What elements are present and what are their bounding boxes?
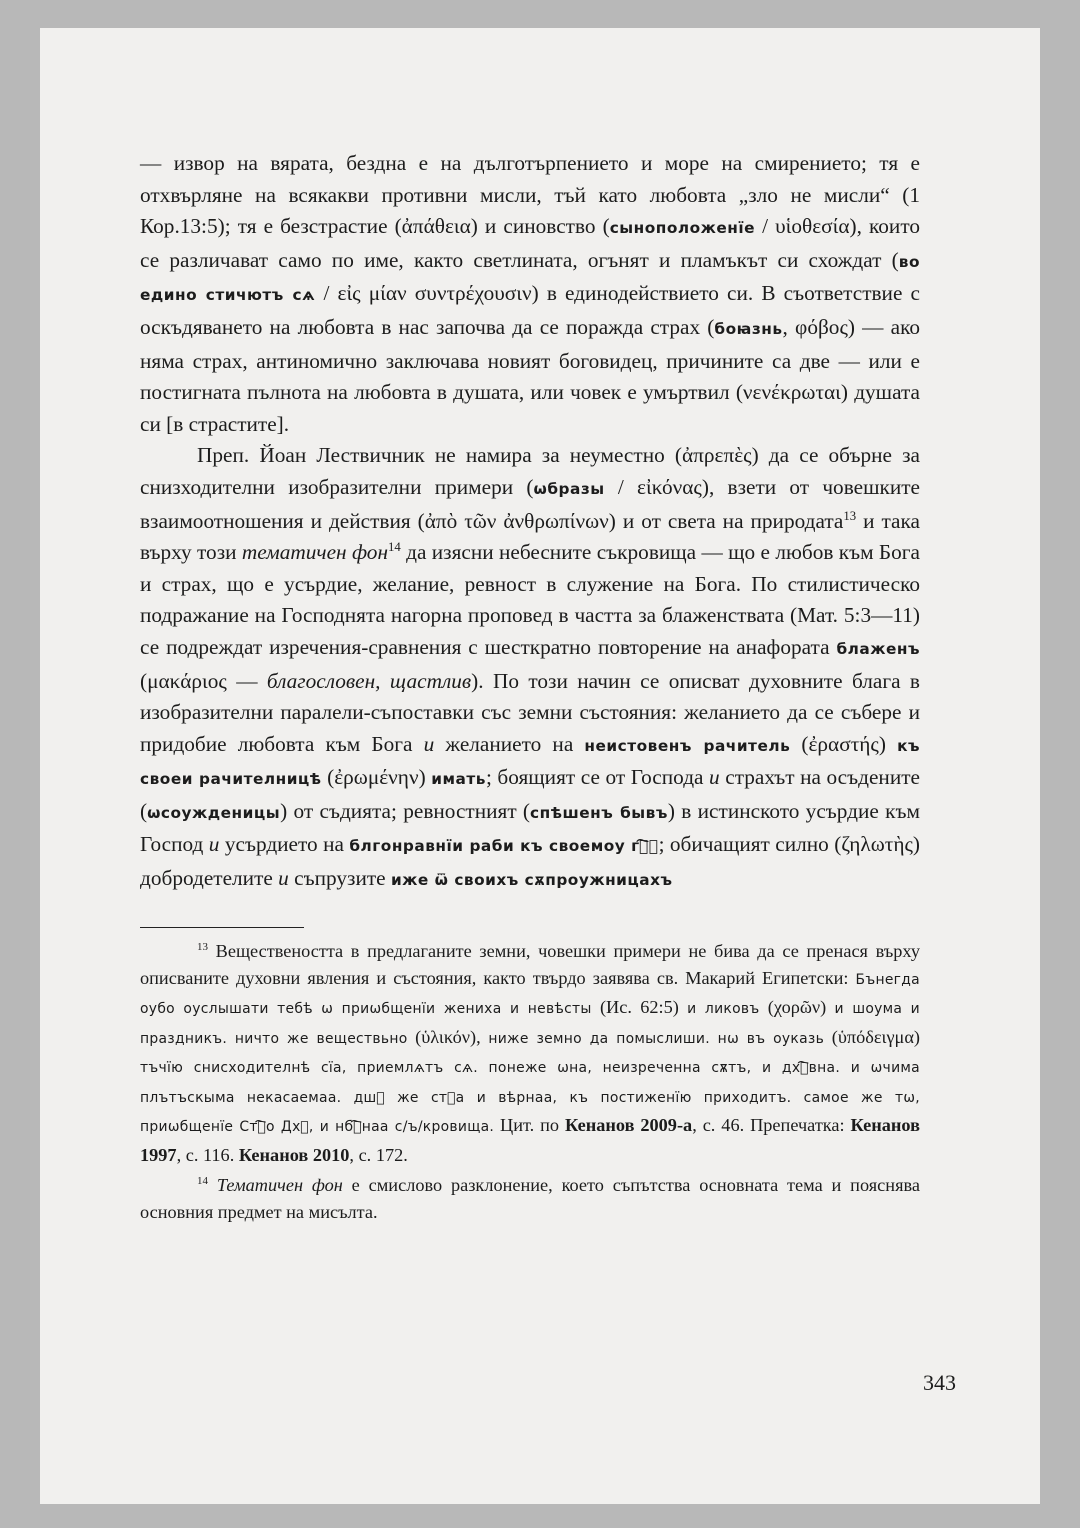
church-slavonic-term: ѡбразы <box>533 479 605 498</box>
church-slavonic-term: къ своеи рачителницѣ <box>140 736 920 789</box>
book-page <box>40 28 1040 1504</box>
italic-term: Тематичен фон <box>216 1174 343 1195</box>
church-slavonic-term: неистовенъ рачитель <box>584 736 791 755</box>
italic-conjunction: и <box>423 731 435 756</box>
footnote-ref-13[interactable]: 13 <box>843 508 857 523</box>
church-slavonic-term: боꙗзнь <box>714 319 783 338</box>
page-number: 343 <box>923 1370 956 1395</box>
italic-conjunction: и <box>278 866 289 891</box>
church-slavonic-quote: и шоума и праздникъ. ничто же веществьно <box>140 1001 921 1047</box>
italic-conjunction: и <box>709 765 720 790</box>
paragraph-1: — извор на вярата, бездна е на дълготърпението и море на смирението; тя е отхвърляне на всякакви противни мисли, тъй като любовта „зло не мисли“ (1 Кор.13:5); тя е безстрастие (ἀπάθεια) и синовство (сыноположенїе / υἱοθεσία), които се различават само по име, както светлината, огънят и пламъкът си схождат (во едино стичютъ сѧ / εἰς μίαν συντρέχουσιν) в единодействието си. В съответствие с оскъдяването на любовта в нас започва да се поражда страх (боꙗзнь, φόβος) — ако няма страх, антиномично заключава новият боговидец, причините са две — или е постигната пълнота на любовта в душата, или човек е умъртвил (νενέκρωται) душата си [в страстите]. <box>140 151 920 436</box>
church-slavonic-term: блаженъ <box>836 639 920 658</box>
citation: Кенанов 2010 <box>238 1144 350 1165</box>
citation: Кенанов 2009-а <box>565 1115 693 1136</box>
main-text <box>140 148 920 897</box>
church-slavonic-term: иже ѿ своихъ сѫпроужницахъ <box>390 871 673 890</box>
footnote-separator <box>140 927 304 928</box>
church-slavonic-term: спѣшенъ бывъ <box>530 803 668 822</box>
citation: Кенанов 1997 <box>140 1115 920 1165</box>
church-slavonic-term: сыноположенїе <box>609 219 756 238</box>
church-slavonic-quote: тъчїю снисходителнѣ сїа, приемлѧтъ сѧ. понеже ѡна, неизреченна сѫтъ, и дхⷪ҇вна. и ѡчима плътъскыма некасаемаа. дшⷶ же стⷶа и вѣрнаа, къ постиженїю приходитъ. самое же тѡ, приѡбщенїе Стⷢ҇о Дхⷶ, и нбⷭ҇наа с/ъ/кровища. <box>140 1060 920 1136</box>
italic-conjunction: и <box>208 832 220 857</box>
church-slavonic-term: имать <box>431 770 486 789</box>
italic-term: тематичен фон <box>241 540 389 565</box>
footnote-13: $^{13}$ Веществеността в предлаганите земни, човешки примери не бива да се пренася върху описваните духовни явления и състояния, както твърдо заявява св. Макарий Египетски: Бънегда оубо оуслышати тебѣ ѡ приѡбщенїи жениха и невѣсты (Ис. 62:5) и ликовъ (χορῶν) и шоума и праздникъ. ничто же веществьно (ὑλικόν), ниже земно да помыслиши. нѡ въ оуказь (ὑπόδειγμα) тъчїю снисходителнѣ сїа, приемлѧтъ сѧ. понеже ѡна, неизреченна сѫтъ, и дхⷪ҇вна. и ѡчима плътъскыма некасаемаа. дшⷶ же стⷶа и вѣрнаа, къ постиженїю приходитъ. самое же тѡ, приѡбщенїе Стⷢ҇о Дхⷶ, и нбⷭ҇наа с/ъ/кровища. Цит. по Кенанов 2009-а, с. 46. Препечатка: Кенанов 1997, с. 116. Кенанов 2010, с. 172. <box>140 940 921 1165</box>
italic-term: благословен, щастлив <box>266 668 472 693</box>
church-slavonic-term: блгонравнїи раби къ своемоу гⷭ҇ꙋ <box>349 837 659 856</box>
church-slavonic-quote: и ликовъ <box>687 1001 760 1018</box>
church-slavonic-term: ѡсоужденицы <box>147 803 281 822</box>
paragraph-2: Преп. Йоан Лествичник не намира за неуместно (ἀπρεπὲς) да се обърне за снизходителни изобразителни примери (ѡбразы / εἰκόνας), взети от човешките взаимоотношения и действия (ἀπὸ τῶν ἀνθρωπίνων) и от света на природата$^{13}$ и така върху този тематичен фон$^{14}$ да изясни небесните съкровища — що е любов към Бога и страх, що е усърдие, желание, ревност в служение на Бога. По стилистическо подражание на Господнята нагорна проповед в частта за блаженствата (Мат. 5:3—11) се подреждат изречения-сравнения с шесткратно повторение на анафората блаженъ (μακάριος — благословен, щастлив). По този начин се описват духовните блага в изобразителни паралели-съпоставки със земни състояния: желанието да се събере и придобие любовта към Бога и желанието на неистовенъ рачитель (ἐραστής) къ своеи рачителницѣ (ἐρωμένην) имать; боящият се от Господа и страхът на осъдените (ѡсоужденицы) от съдията; ревностният (спѣшенъ бывъ) в истинското усърдие към Господ и усърдието на блгонравнїи раби къ своемоу гⷭ҇ꙋ; обичащият силно (ζηλωτὴς) добродетелите и съпрузите иже ѿ своихъ сѫпроужницахъ <box>140 443 920 891</box>
footnote-number: 14 <box>197 1174 208 1187</box>
church-slavonic-quote: ниже земно да помыслиши. нѡ въ оуказь <box>488 1030 825 1047</box>
text-block <box>140 148 920 1227</box>
church-slavonic-term: во едино стичютъ сѧ <box>140 252 920 305</box>
church-slavonic-quote: Бънегда оубо оуслышати тебѣ ѡ приѡбщенїи жениха и невѣсты <box>140 972 920 1018</box>
footnotes <box>140 938 920 1227</box>
footnote-ref-14[interactable]: 14 <box>388 540 401 555</box>
footnote-14: $^{14}$ Тематичен фон е смислово разклонение, което съпътства основната тема и пояснява основния предмет на мисълта. <box>140 1174 920 1223</box>
footnote-number: 13 <box>197 940 208 953</box>
